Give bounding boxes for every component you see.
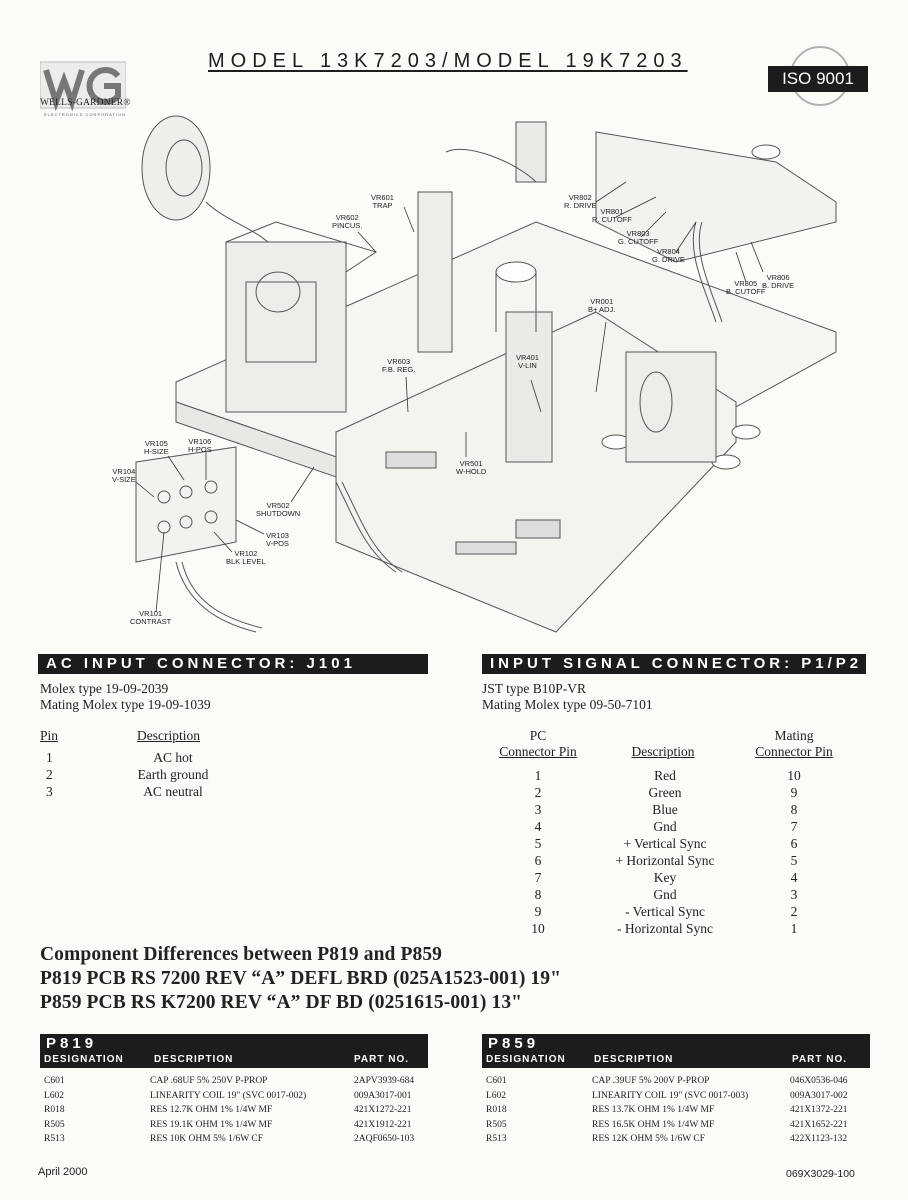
signal-mating-pin: 5 — [790, 853, 798, 868]
p859-description: LINEARITY COIL 19" (SVC 0017-003) — [592, 1090, 749, 1101]
p859-table-row — [482, 1089, 870, 1104]
callout-vr806: VR806 B. DRIVE — [762, 273, 795, 290]
p859-title: P859 — [488, 1035, 540, 1052]
callout-vr106: VR106 H-POS — [188, 437, 212, 454]
signal-pin-description: - Horizontal Sync — [617, 921, 713, 936]
callout-vr105: VR105 H-SIZE — [144, 439, 169, 456]
ac-molex-type: Molex type 19-09-2039 — [40, 681, 169, 696]
signal-pc-pin: 8 — [534, 887, 542, 902]
p859-board-heading: P859 PCB RS K7200 REV “A” DF BD (0251615-001) 13" — [40, 992, 523, 1013]
p859-description: RES 12K OHM 5% 1/6W CF — [592, 1134, 706, 1144]
p859-designation: R513 — [486, 1134, 507, 1144]
p859-col-description: DESCRIPTION — [594, 1054, 674, 1065]
p819-part-number: 009A3017-001 — [354, 1090, 412, 1101]
p819-description: RES 10K OHM 5% 1/6W CF — [150, 1134, 264, 1144]
signal-mating-pin: 2 — [790, 904, 798, 919]
callout-vr101: VR101 CONTRAST — [130, 609, 172, 626]
callout-vr804: VR804 G. DRIVE — [652, 247, 685, 264]
input-signal-title: INPUT SIGNAL CONNECTOR: P1/P2 — [482, 654, 866, 674]
differences-heading: Component Differences between P819 and P859 — [40, 944, 443, 965]
p859-table-row — [482, 1074, 870, 1089]
p819-description: LINEARITY COIL 19" (SVC 0017-002) — [150, 1090, 307, 1101]
p859-designation: L602 — [486, 1090, 507, 1101]
page-title: MODEL 13K7203/MODEL 19K7203 — [208, 50, 688, 72]
p859-table-row — [482, 1118, 870, 1133]
callout-vr102: VR102 BLK LEVEL — [226, 549, 266, 566]
iso-badge: ISO 9001 — [768, 66, 868, 92]
chassis-drawing — [36, 102, 872, 648]
callout-vr501: VR501 W-HOLD — [456, 459, 487, 476]
p819-part-number: 2APV3939-684 — [354, 1076, 415, 1086]
p859-description: CAP .39UF 5% 200V P-PROP — [592, 1076, 710, 1086]
signal-col-mating: Mating — [774, 728, 814, 743]
ac-pin-number: 1 — [46, 750, 53, 765]
signal-pc-pin: 10 — [531, 921, 545, 936]
ac-pin-number: 2 — [46, 767, 53, 782]
p819-table — [40, 1034, 428, 1147]
p819-table-row — [40, 1103, 428, 1118]
callout-vr801: VR801 R. CUTOFF — [592, 207, 632, 224]
callout-vr803: VR803 G. CUTOFF — [618, 229, 659, 246]
p819-designation: C601 — [44, 1076, 65, 1086]
signal-pc-pin: 2 — [534, 785, 542, 800]
signal-pin-description: Key — [653, 870, 677, 885]
p819-col-part: PART NO. — [354, 1054, 410, 1065]
signal-col-mating-pin: Connector Pin — [755, 744, 833, 759]
p819-table-row — [40, 1118, 428, 1133]
signal-pc-pin: 1 — [534, 768, 542, 783]
signal-pc-pin: 6 — [534, 853, 542, 868]
callout-vr802: VR802 R. DRIVE — [564, 193, 597, 210]
p819-table-header — [40, 1034, 428, 1068]
signal-mating-pin: 1 — [790, 921, 798, 936]
signal-mating-pin: 6 — [790, 836, 798, 851]
callout-vr001: VR001 B+ ADJ. — [588, 297, 616, 314]
p819-board-heading: P819 PCB RS 7200 REV “A” DEFL BRD (025A1523-001) 19" — [40, 968, 562, 989]
p819-description: RES 19.1K OHM 1% 1/4W MF — [150, 1119, 273, 1130]
signal-mating-pin: 10 — [787, 768, 801, 783]
p819-part-number: 421X1912-221 — [354, 1119, 412, 1130]
footer-date: April 2000 — [38, 1166, 88, 1178]
signal-pc-pin: 5 — [534, 836, 542, 851]
p859-table-header — [482, 1034, 870, 1068]
p859-table-row — [482, 1132, 870, 1147]
ac-col-pin: Pin — [40, 728, 59, 743]
logo-text: WELLS-GARDNER® — [40, 98, 131, 108]
signal-mating-pin: 9 — [790, 785, 798, 800]
callout-vr603: VR603 F.B. REG. — [382, 357, 416, 374]
p819-rows — [40, 1068, 428, 1147]
p819-designation: R505 — [44, 1119, 65, 1130]
signal-mating-pin: 4 — [790, 870, 798, 885]
callout-vr601: VR601 TRAP — [371, 193, 394, 210]
p859-part-number: 422X1123-132 — [790, 1134, 848, 1144]
p859-col-part: PART NO. — [792, 1054, 848, 1065]
signal-mating-pin: 8 — [790, 802, 798, 817]
p859-designation: C601 — [486, 1076, 507, 1086]
p819-designation: R513 — [44, 1134, 65, 1144]
p819-title: P819 — [46, 1035, 98, 1052]
p859-description: RES 16.5K OHM 1% 1/4W MF — [592, 1119, 715, 1130]
signal-pin-description: Green — [648, 785, 682, 800]
ac-input-title: AC INPUT CONNECTOR: J101 — [38, 654, 428, 674]
signal-mating-type: Mating Molex type 09-50-7101 — [482, 697, 653, 712]
p819-table-row — [40, 1089, 428, 1104]
p859-part-number: 421X1652-221 — [790, 1119, 848, 1130]
signal-col-pc: PC — [529, 728, 547, 743]
p819-table-row — [40, 1132, 428, 1147]
chassis-diagram — [36, 102, 872, 648]
p819-designation: R018 — [44, 1105, 65, 1115]
signal-pc-pin: 7 — [534, 870, 542, 885]
callout-vr401: VR401 V-LIN — [516, 353, 539, 370]
ac-mating-type: Mating Molex type 19-09-1039 — [40, 697, 211, 712]
p859-table-row — [482, 1103, 870, 1118]
ac-pin-description: Earth ground — [137, 767, 209, 782]
callout-vr104: VR104 V-SIZE — [112, 467, 136, 484]
p819-col-designation: DESIGNATION — [44, 1054, 124, 1065]
p859-description: RES 13.7K OHM 1% 1/4W MF — [592, 1105, 715, 1115]
p859-designation: R505 — [486, 1119, 507, 1130]
p859-part-number: 421X1372-221 — [790, 1105, 848, 1115]
signal-jst-type: JST type B10P-VR — [482, 681, 587, 696]
ac-pin-description: AC neutral — [143, 784, 203, 799]
signal-pc-pin: 9 — [534, 904, 542, 919]
p819-col-description: DESCRIPTION — [154, 1054, 234, 1065]
signal-pin-description: Gnd — [653, 819, 677, 834]
ac-col-description: Description — [137, 728, 200, 743]
signal-col-description: Description — [631, 744, 695, 759]
callout-vr805: VR805 B. CUTOFF — [726, 279, 766, 296]
signal-pc-pin: 4 — [534, 819, 542, 834]
p819-designation: L602 — [44, 1090, 65, 1101]
ac-pin-description: AC hot — [153, 750, 193, 765]
p859-rows — [482, 1068, 870, 1147]
signal-pin-description: + Horizontal Sync — [615, 853, 715, 868]
signal-mating-pin: 3 — [790, 887, 798, 902]
callout-vr103: VR103 V-POS — [266, 531, 289, 548]
signal-col-pc-pin: Connector Pin — [499, 744, 577, 759]
ac-pin-number: 3 — [46, 784, 53, 799]
p819-part-number: 2AQF0650-103 — [354, 1134, 415, 1144]
p859-table — [482, 1034, 870, 1147]
p859-col-designation: DESIGNATION — [486, 1054, 566, 1065]
signal-mating-pin: 7 — [790, 819, 798, 834]
p859-part-number: 009A3017-002 — [790, 1090, 848, 1101]
p819-table-row — [40, 1074, 428, 1089]
logo-subtitle: ELECTRONICS CORPORATION — [44, 112, 127, 117]
p859-part-number: 046X0536-046 — [790, 1076, 848, 1086]
signal-pin-description: + Vertical Sync — [623, 836, 707, 851]
signal-pc-pin: 3 — [534, 802, 542, 817]
callout-vr502: VR502 SHUTDOWN — [256, 501, 301, 518]
signal-pin-description: Gnd — [653, 887, 677, 902]
p819-part-number: 421X1272-221 — [354, 1105, 412, 1115]
callout-vr602: VR602 PINCUS. — [332, 213, 363, 230]
signal-pin-description: Blue — [652, 802, 678, 817]
p819-description: RES 12.7K OHM 1% 1/4W MF — [150, 1105, 273, 1115]
signal-pin-description: - Vertical Sync — [625, 904, 705, 919]
p859-designation: R018 — [486, 1105, 507, 1115]
signal-pin-description: Red — [654, 768, 676, 783]
p819-description: CAP .68UF 5% 250V P-PROP — [150, 1076, 268, 1086]
footer-doc-number: 069X3029-100 — [786, 1168, 855, 1180]
